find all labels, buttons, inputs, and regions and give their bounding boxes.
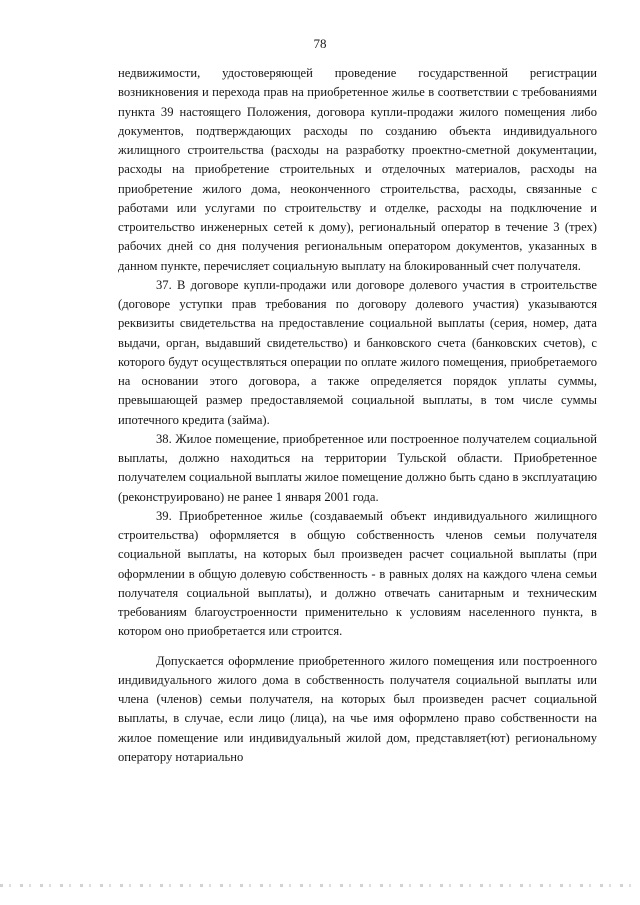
scan-artifact-line <box>0 884 640 887</box>
paragraph-37: 37. В договоре купли-продажи или договоре долевого участия в строительстве (договоре уступки прав требования по договору долевого участия) указываются реквизиты свидетельства на предоставление социальной выплаты (серия, номер, дата выдачи, орган, выдавший свидетельство) и банковского счета (банковских счетов), с которого будут осуществляться операции по оплате жилого помещения, приобретаемого на основании этого договора, а также определяется порядок уплаты суммы, превышающей размер предоставляемой социальной выплаты, в том числе суммы ипотечного кредита (займа). <box>118 277 597 427</box>
paragraph-38: 38. Жилое помещение, приобретенное или построенное получателем социальной выплаты, должно находиться на территории Тульской области. Приобретенное получателем социальной выплаты жилое помещение должно быть сдано в эксплуатацию (реконструировано) не ранее 1 января 2001 года. <box>118 431 597 504</box>
document-body <box>118 64 597 767</box>
page-number: 78 <box>313 36 327 51</box>
paragraph-continuation: недвижимости, удостоверяющей проведение государственной регистрации возникновения и перехода прав на приобретенное жилье в соответствии с требованиями пункта 39 настоящего Положения, договора купли-продажи жилого помещения либо документов, подтверждающих расходы по созданию объекта индивидуального жилищного строительства (расходы на разработку проектно-сметной документации, расходы на приобретение строительных и отделочных материалов, расходы на приобретение жилого дома, неоконченного строительства, расходы, связанные с работами или услугами по строительству и отделке, расходы на подключение и строительство инженерных сетей к дому), региональный оператор в течение 3 (трех) рабочих дней со дня получения региональным оператором документов, указанных в данном пункте, перечисляет социальную выплату на блокированный счет получателя. <box>118 66 597 273</box>
paragraph-allowed-registration: Допускается оформление приобретенного жилого помещения или построенного индивидуального жилого дома в собственность получателя социальной выплаты или члена (членов) семьи получателя, на которых был произведен расчет социальной выплаты, в случае, если лицо (лица), на чье имя оформлено право собственности на жилое помещение или индивидуальный жилой дом, представляет(ют) региональному оператору нотариально <box>118 653 597 764</box>
paragraph-39: 39. Приобретенное жилье (создаваемый объект индивидуального жилищного строительства) оформляется в общую собственность членов семьи получателя социальной выплаты, на которых был произведен расчет социальной выплаты (при оформлении в общую долевую собственность - в равных долях на каждого члена семьи получателя социальной выплаты), и должно отвечать санитарным и техническим требованиям благоустроенности применительно к условиям населенного пункта, в котором оно приобретается или строится. <box>118 508 597 639</box>
